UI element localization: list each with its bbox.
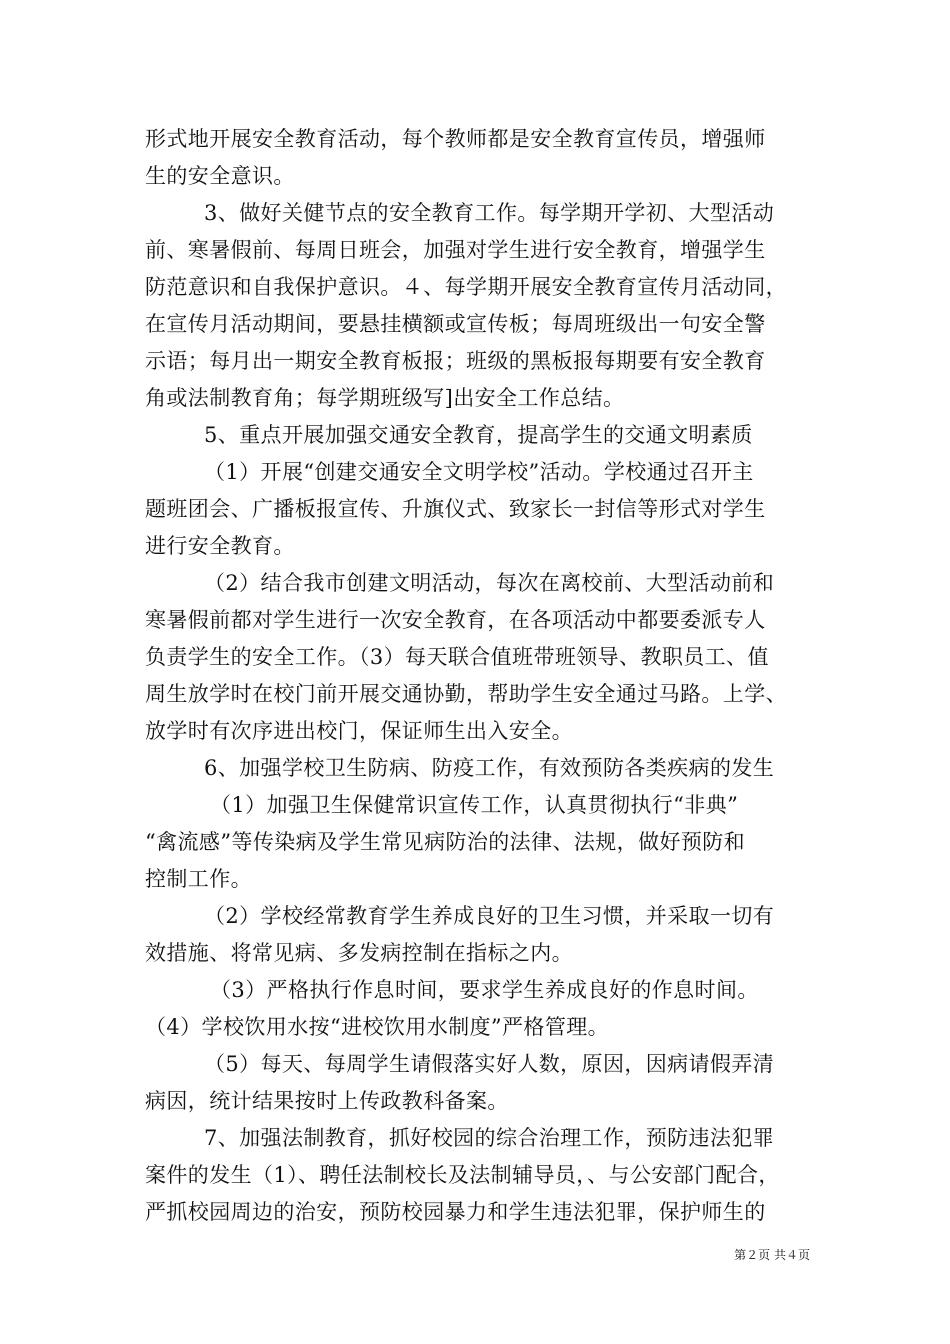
text-line: 案件的发生（1）、聘任法制校长及法制辅导员，、与公安部门配合， bbox=[145, 1163, 780, 1187]
page-number-footer: 第２页 共４页 bbox=[734, 1248, 810, 1262]
text-line: 周生放学时在校门前开展交通协勤，帮助学生安全通过马路。上学、 bbox=[145, 682, 787, 706]
text-line: （2）学校经常教育学生养成良好的卫生习惯，并采取一切有 bbox=[204, 904, 775, 928]
text-line: （5）每天、每周学生请假落实好人数，原因，因病请假弄清 bbox=[204, 1052, 775, 1076]
text-line: 前、寒暑假前、每周日班会，加强对学生进行安全教育，增强学生 bbox=[145, 238, 766, 262]
text-line: 放学时有次序进出校门，保证师生出入安全。 bbox=[145, 719, 573, 743]
text-line: 防范意识和自我保护意识。４、每学期开展安全教育宣传月活动同， bbox=[145, 275, 787, 299]
text-line: （2）结合我市创建文明活动，每次在离校前、大型活动前和 bbox=[204, 571, 775, 595]
text-line: 3、做好关健节点的安全教育工作。每学期开学初、大型活动 bbox=[204, 201, 775, 225]
text-line: 控制工作。 bbox=[145, 867, 252, 891]
text-line: 生的安全意识。 bbox=[145, 164, 295, 188]
text-line: （4）学校饮用水按“进校饮用水制度”严格管理。 bbox=[145, 1015, 610, 1039]
text-line: 角或法制教育角；每学期班级写]出安全工作总结。 bbox=[145, 386, 625, 410]
text-line: 负责学生的安全工作。（3）每天联合值班带班领导、教职员工、值 bbox=[145, 645, 769, 669]
text-line: 进行安全教育。 bbox=[145, 534, 295, 558]
text-line: 示语；每月出一期安全教育板报；班级的黑板报每期要有安全教育 bbox=[145, 349, 766, 373]
text-line: “禽流感”等传染病及学生常见病防治的法律、法规，做好预防和 bbox=[145, 830, 746, 854]
text-line: （1）开展“创建交通安全文明学校”活动。学校通过召开主 bbox=[204, 460, 754, 484]
text-line: 6、加强学校卫生防病、防疫工作，有效预防各类疾病的发生 bbox=[204, 756, 775, 780]
text-line: 寒暑假前都对学生进行一次安全教育，在各项活动中都要委派专人 bbox=[145, 608, 766, 632]
text-line: 效措施、将常见病、多发病控制在指标之内。 bbox=[145, 941, 573, 965]
text-line: 严抓校园周边的治安，预防校园暴力和学生违法犯罪，保护师生的 bbox=[145, 1200, 766, 1224]
text-line: 在宣传月活动期间，要悬挂横额或宣传板；每周班级出一句安全警 bbox=[145, 312, 766, 336]
text-line: 题班团会、广播板报宣传、升旗仪式、致家长一封信等形式对学生 bbox=[145, 497, 766, 521]
text-line: 形式地开展安全教育活动，每个教师都是安全教育宣传员，增强师 bbox=[145, 127, 766, 151]
text-line: 7、加强法制教育，抓好校园的综合治理工作，预防违法犯罪 bbox=[204, 1126, 775, 1150]
text-line: （1）加强卫生保健常识宣传工作，认真贯彻执行“非典” bbox=[210, 793, 739, 817]
text-line: 5、重点开展加强交通安全教育，提高学生的交通文明素质 bbox=[204, 423, 753, 447]
text-line: 病因，统计结果按时上传政教科备案。 bbox=[145, 1089, 509, 1113]
text-line: （3）严格执行作息时间，要求学生养成良好的作息时间。 bbox=[210, 978, 759, 1002]
